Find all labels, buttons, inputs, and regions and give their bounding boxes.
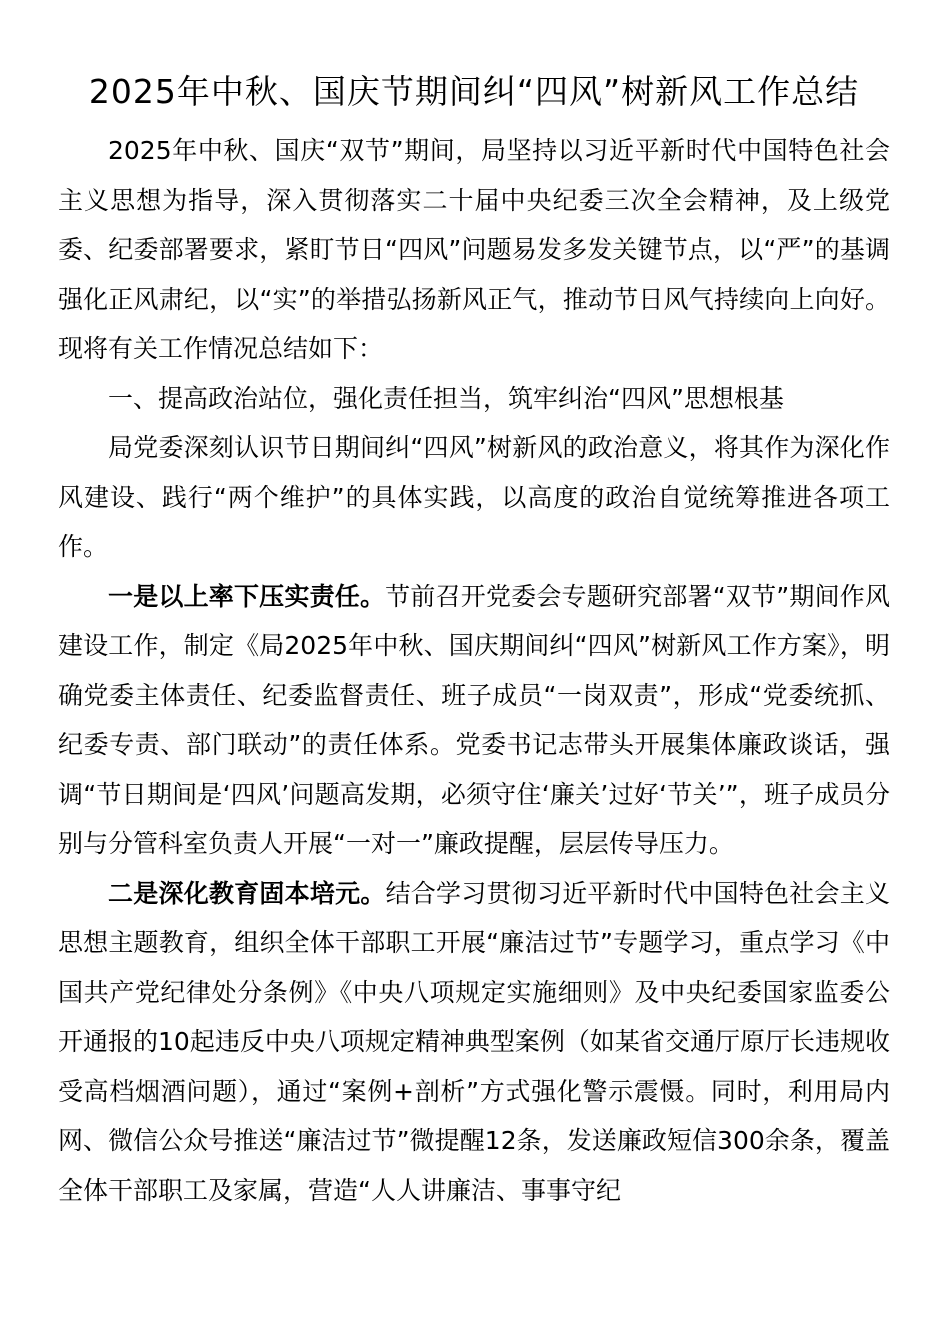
point-one-text: 节前召开党委会专题研究部署“双节”期间作风建设工作，制定《局2025年中秋、国庆期间纠“四风”树新风工作方案》，明确党委主体责任、纪委监督责任、班子成员“一岗双责”，形成“党委统抓、纪委专责、部门联动”的责任体系。党委书记志带头开展集体廉政谈话，强调“节日期间是‘四风’问题高发期，必须守住‘廉关’过好‘节关’”，班子成员分别与分管科室负责人开展“一对一”廉政提醒，层层传导压力。	[58, 581, 890, 858]
document-title: 2025年中秋、国庆节期间纠“四风”树新风工作总结	[88, 72, 860, 111]
section-heading: 一、提高政治站位，强化责任担当，筑牢纠治“四风”思想根基	[108, 383, 784, 413]
point-one-paragraph	[58, 572, 890, 869]
point-two-paragraph	[58, 869, 890, 1216]
point-one-lead: 一是以上率下压实责任。	[108, 581, 386, 611]
intro-paragraph: 2025年中秋、国庆“双节”期间，局坚持以习近平新时代中国特色社会主义思想为指导，深入贯彻落实二十届中央纪委三次全会精神，及上级党委、纪委部署要求，紧盯节日“四风”问题易发多发关键节点，以“严”的基调强化正风肃纪，以“实”的举措弘扬新风正气，推动节日风气持续向上向好。现将有关工作情况总结如下：	[58, 136, 890, 363]
point-two-text: 结合学习贯彻习近平新时代中国特色社会主义思想主题教育，组织全体干部职工开展“廉洁过节”专题学习，重点学习《中国共产党纪律处分条例》《中央八项规定实施细则》及中央纪委国家监委公开通报的10起违反中央八项规定精神典型案例（如某省交通厅原厅长违规收受高档烟酒问题），通过“案例+剖析”方式强化警示震慑。同时，利用局内网、微信公众号推送“廉洁过节”微提醒12条，发送廉政短信300余条，覆盖全体干部职工及家属，营造“人人讲廉洁、事事守纪	[58, 878, 890, 1205]
section-intro-paragraph: 局党委深刻认识节日期间纠“四风”树新风的政治意义，将其作为深化作风建设、践行“两个维护”的具体实践，以高度的政治自觉统筹推进各项工作。	[58, 433, 890, 561]
point-two-lead: 二是深化教育固本培元。	[108, 878, 386, 908]
